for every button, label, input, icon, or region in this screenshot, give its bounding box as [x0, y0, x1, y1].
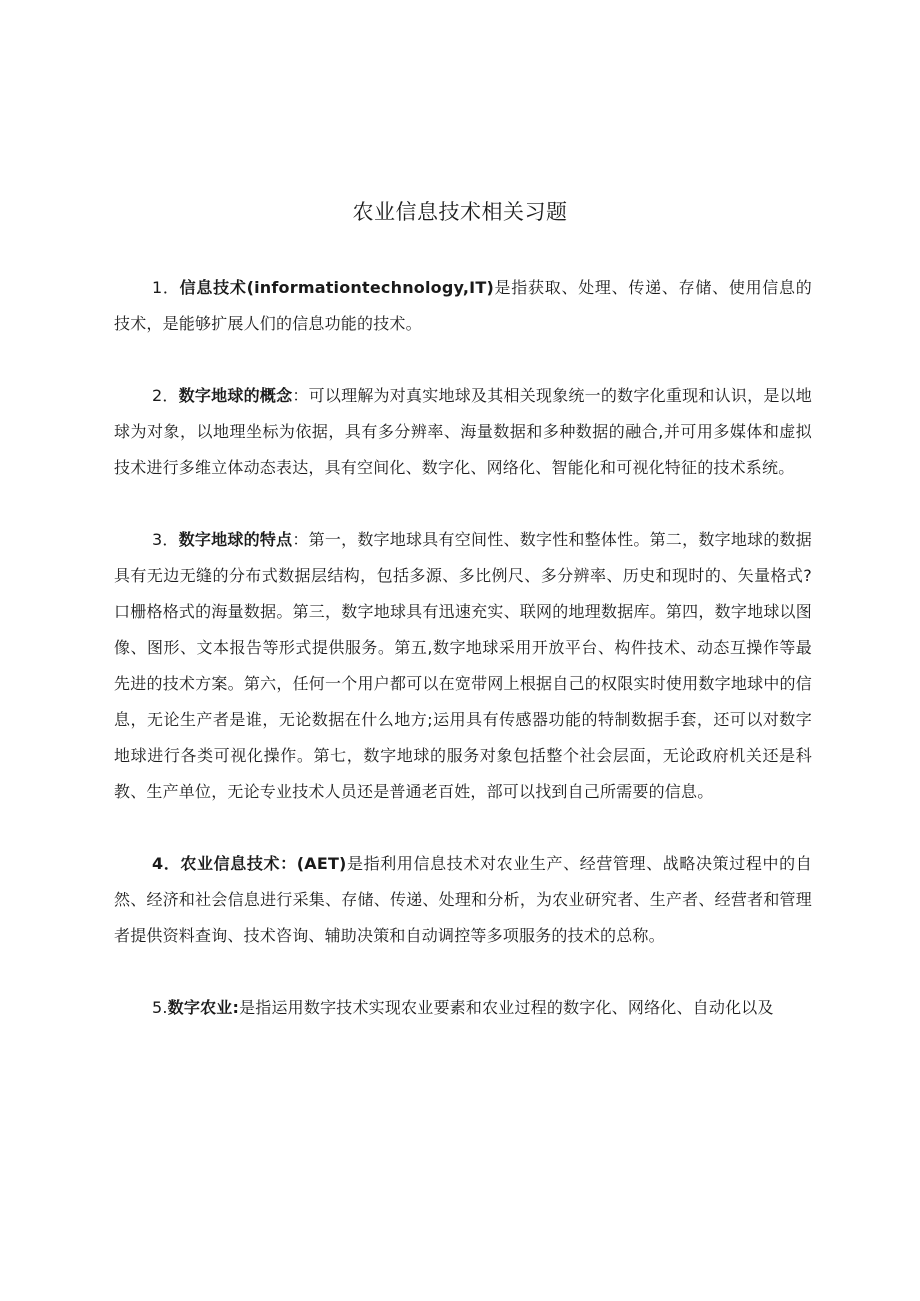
paragraph-number: 4．: [152, 854, 181, 873]
term-label: 农业信息技术：(AET): [180, 854, 347, 873]
paragraph-text: 是指利用信息技术对农业生产、经营管理、战略决策过程中的自然、经济和社会信息进行采集、存储、传递、处理和分析，为农业研究者、生产者、经营者和管理者提供资料查询、技术咨询、辅助决策和自动调控等多项服务的技术的总称。: [114, 854, 812, 945]
term-label: 数字农业:: [167, 998, 240, 1017]
paragraph-1: [114, 270, 812, 342]
term-label: 数字地球的特点: [178, 530, 293, 549]
paragraph-2: [114, 378, 812, 486]
term-label: 数字地球的概念: [178, 386, 293, 405]
paragraph-text: 是指运用数字技术实现农业要素和农业过程的数字化、网络化、自动化以及: [239, 998, 774, 1017]
paragraph-3: [114, 522, 812, 810]
paragraph-number: 5.: [152, 998, 168, 1017]
paragraph-text: ：可以理解为对真实地球及其相关现象统一的数字化重现和认识，是以地球为对象，以地理坐标为依据，具有多分辨率、海量数据和多种数据的融合,并可用多媒体和虚拟技术进行多维立体动态表达，具有空间化、数字化、网络化、智能化和可视化特征的技术系统。: [114, 386, 812, 477]
document-title: 农业信息技术相关习题: [352, 200, 568, 224]
paragraph-4: [114, 846, 812, 954]
paragraph-text: ：第一，数字地球具有空间性、数字性和整体性。第二，数字地球的数据具有无边无缝的分布式数据层结构，包括多源、多比例尺、多分辨率、历史和现时的、矢量格式?口栅格格式的海量数据。第三，数字地球具有迅速充实、联网的地理数据库。第四，数字地球以图像、图形、文本报告等形式提供服务。第五,数字地球采用开放平台、构件技术、动态互操作等最先进的技术方案。第六，任何一个用户都可以在宽带网上根据自己的权限实时使用数字地球中的信息，无论生产者是谁，无论数据在什么地方;运用具有传感器功能的特制数据手套，还可以对数字地球进行各类可视化操作。第七，数字地球的服务对象包括整个社会层面，无论政府机关还是科教、生产单位，无论专业技术人员还是普通老百姓，部可以找到自己所需要的信息。: [114, 530, 812, 801]
term-label: 信息技术(informationtechnology,IT): [179, 278, 494, 297]
paragraph-number: 3．: [152, 530, 179, 549]
paragraph-number: 1．: [152, 278, 180, 297]
paragraph-number: 2．: [152, 386, 179, 405]
paragraph-text: 是指获取、处理、传递、存储、使用信息的技术，是能够扩展人们的信息功能的技术。: [114, 278, 812, 333]
document-body: [114, 270, 812, 1062]
paragraph-5: [114, 990, 812, 1026]
